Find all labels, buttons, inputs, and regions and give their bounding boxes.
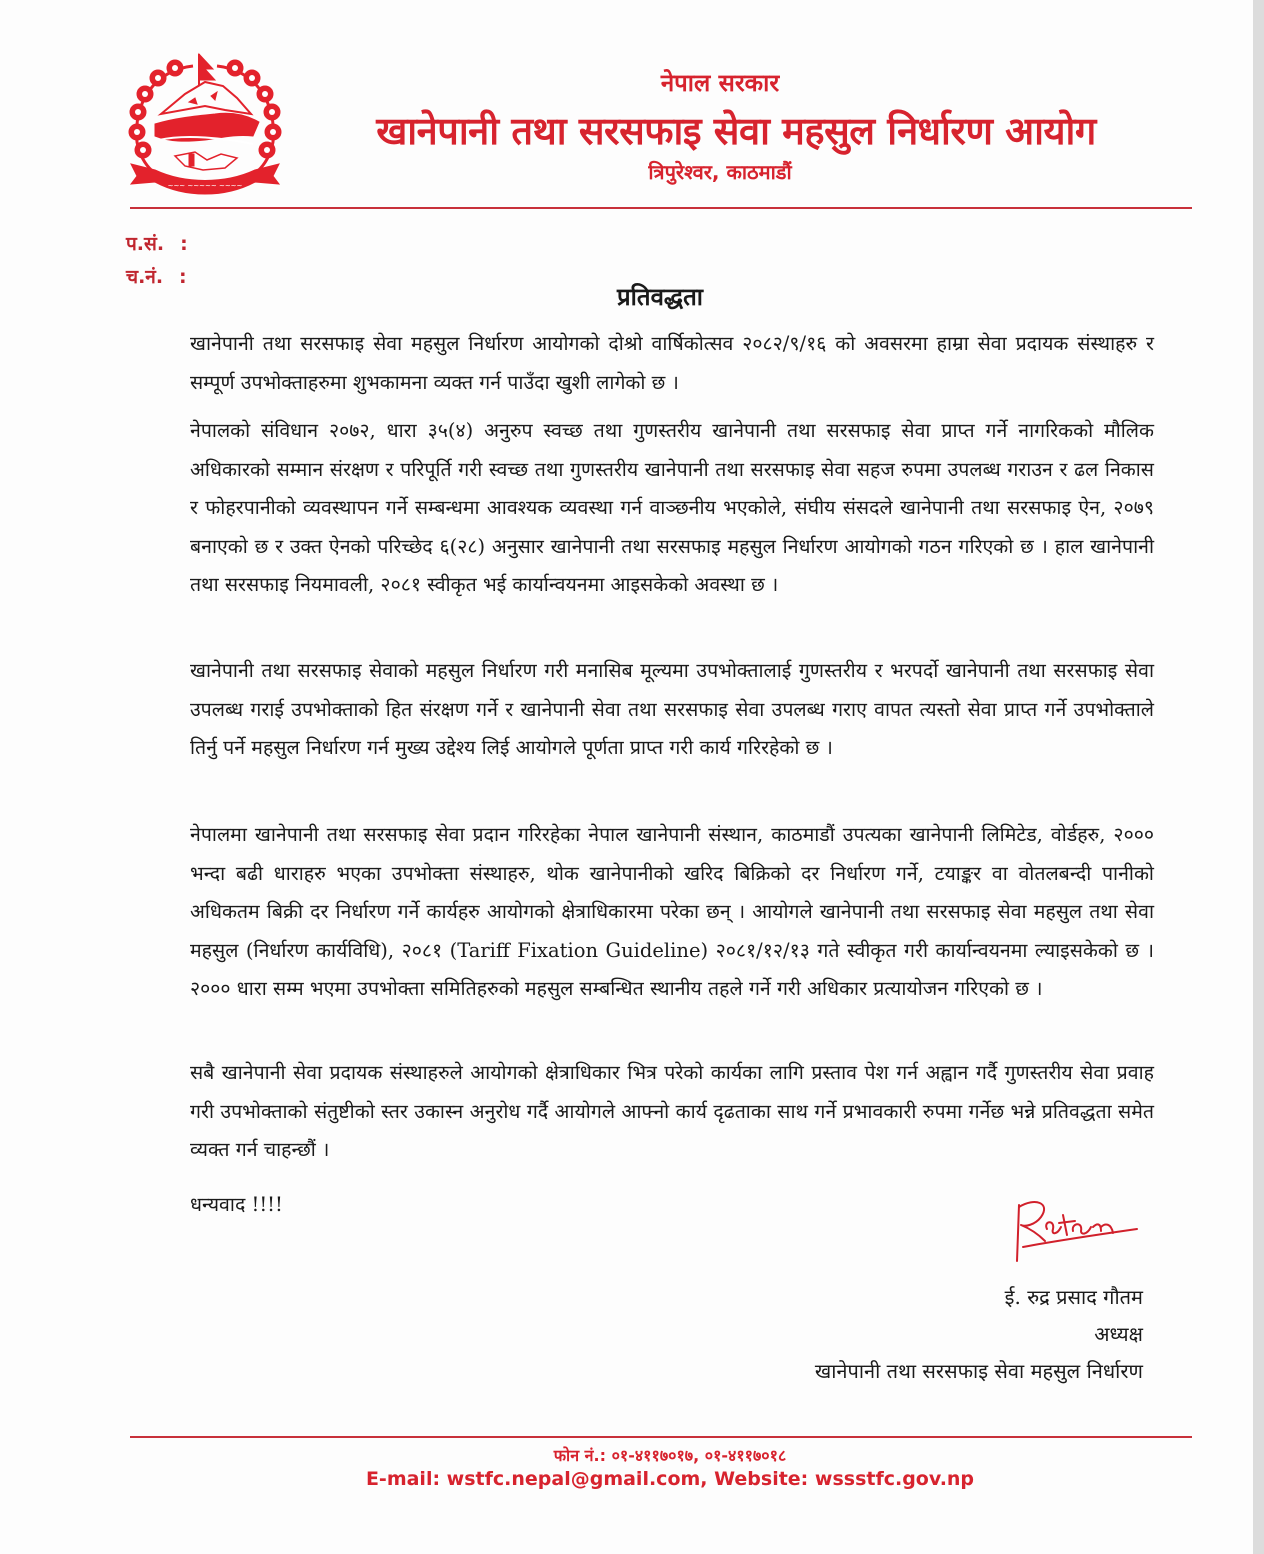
handwritten-signature-icon bbox=[1005, 1195, 1145, 1275]
reference-ps-label: प.सं. bbox=[126, 233, 165, 255]
paragraph-5: सबै खानेपानी सेवा प्रदायक संस्थाहरुले आयोगको क्षेत्राधिकार भित्र परेको कार्यका लागि प्रस्ताव पेश गर्न अह्वान गर्दै गुणस्तरीय सेवा प्रवाह गरी उपभोक्ताको संतुष्टीको स्तर उकास्न अनुरोध गर्दै आयोगले आफ्नो कार्य दृढताका साथ गर्ने प्रभावकारी रुपमा गर्नेछ भन्ने प्रतिवद्धता समेत व्यक्त गर्न चाहन्छौं । bbox=[190, 1061, 1154, 1161]
reference-cn-label: च.नं. bbox=[126, 266, 164, 288]
signatory-organization: खानेपानी तथा सरसफाइ सेवा महसुल निर्धारण bbox=[814, 1359, 1143, 1383]
organization-address: त्रिपुरेश्वर, काठमाडौं bbox=[648, 160, 792, 184]
paragraph-2: नेपालको संविधान २०७२, धारा ३५(४) अनुरुप स्वच्छ तथा गुणस्तरीय खानेपानी तथा सरसफाइ सेवा प्राप्त गर्ने नागरिकको मौलिक अधिकारको सम्मान संरक्षण र परिपूर्ति गरी स्वच्छ तथा गुणस्तरीय खानेपानी तथा सरसफाइ सेवा सहज रुपमा उपलब्ध गराउन र ढल निकास र फोहरपानीको व्यवस्थापन गर्ने सम्बन्धमा आवश्यक व्यवस्था गर्न वाञ्छनीय भएकोले, संघीय संसदले खानेपानी तथा सरसफाइ ऐन, २०७९ बनाएको छ र उक्त ऐनको परिच्छेद ६(२८) अनुसार खानेपानी तथा सरसफाइ महसुल निर्धारण आयोगको गठन गरिएको छ । हाल खानेपानी तथा सरसफाइ नियमावली, २०८१ स्वीकृत भई कार्यान्वयनमा आइसकेको अवस्था छ । bbox=[190, 419, 1154, 596]
footer-contact: E-mail: wstfc.nepal@gmail.com, Website: wssstfc.gov.np bbox=[365, 1468, 975, 1490]
paragraph-1: खानेपानी तथा सरसफाइ सेवा महसुल निर्धारण आयोगको दोश्रो वार्षिकोत्सव २०८२/९/१६ को अवसरमा हाम्रा सेवा प्रदायक संस्थाहरु र सम्पूर्ण उपभोक्ताहरुमा शुभकामना व्यक्त गर्न पाउँदा खुशी लागेको छ । bbox=[190, 332, 1154, 394]
paragraph-3: खानेपानी तथा सरसफाइ सेवाको महसुल निर्धारण गरी मनासिब मूल्यमा उपभोक्तालाई गुणस्तरीय र भरपर्दो खानेपानी तथा सरसफाइ सेवा उपलब्ध गराई उपभोक्ताको हित संरक्षण गर्ने र खानेपानी सेवा तथा सरसफाइ सेवा उपलब्ध गराए वापत त्यस्तो सेवा प्राप्त गर्ने उपभोक्ताले तिर्नु पर्ने महसुल निर्धारण गर्न मुख्य उद्देश्य लिई आयोगले पूर्णता प्राप्त गरी कार्य गरिरहेको छ । bbox=[190, 659, 1154, 759]
reference-cn bbox=[126, 263, 187, 289]
header-divider bbox=[130, 207, 1192, 209]
organization-title: खानेपानी तथा सरसफाइ सेवा महसुल निर्धारण आयोग bbox=[376, 109, 1096, 153]
government-name: नेपाल सरकार bbox=[660, 69, 780, 97]
nepal-government-emblem-icon bbox=[125, 52, 285, 200]
paragraph-4: नेपालमा खानेपानी तथा सरसफाइ सेवा प्रदान गरिरहेका नेपाल खानेपानी संस्थान, काठमाडौं उपत्यका खानेपानी लिमिटेड, वोर्डहरु, २००० भन्दा बढी धाराहरु भएका उपभोक्ता संस्थाहरु, थोक खानेपानीको खरिद बिक्रिको दर निर्धारण गर्ने, टयाङ्कर वा वोतलबन्दी पानीको अधिकतम बिक्री दर निर्धारण गर्ने कार्यहरु आयोगको क्षेत्राधिकारमा परेका छन् । आयोगले खानेपानी तथा सरसफाइ सेवा महसुल तथा सेवा महसुल (निर्धारण कार्यविधि), २०८१ (Tariff Fixation Guideline) २०८१/१२/१३ गते स्वीकृत गरी कार्यान्वयनमा ल्याइसकेको छ । २००० धारा सम्म भएमा उपभोक्ता समितिहरुको महसुल सम्बन्धित स्थानीय तहले गर्ने गरी अधिकार प्रत्यायोजन गरिएको छ । bbox=[190, 823, 1154, 1000]
svg-text:~~~ ~~~~~ ~~~~: ~~~ ~~~~~ ~~~~ bbox=[167, 182, 243, 190]
reference-cn-value: : bbox=[179, 266, 187, 288]
footer-divider bbox=[130, 1436, 1192, 1438]
viewer-edge-strip bbox=[1253, 0, 1264, 1554]
signatory-name: ई. रुद्र प्रसाद गौतम bbox=[1004, 1285, 1143, 1309]
reference-ps-value: : bbox=[180, 233, 188, 255]
document-title: प्रतिवद्धता bbox=[617, 282, 703, 311]
reference-ps bbox=[126, 230, 188, 256]
closing-text: धन्यवाद !!!! bbox=[190, 1193, 283, 1216]
footer-phone: फोन नं.: ०१-४११७०१७, ०१-४११७०१८ bbox=[553, 1446, 787, 1465]
signatory-role: अध्यक्ष bbox=[1094, 1322, 1143, 1346]
